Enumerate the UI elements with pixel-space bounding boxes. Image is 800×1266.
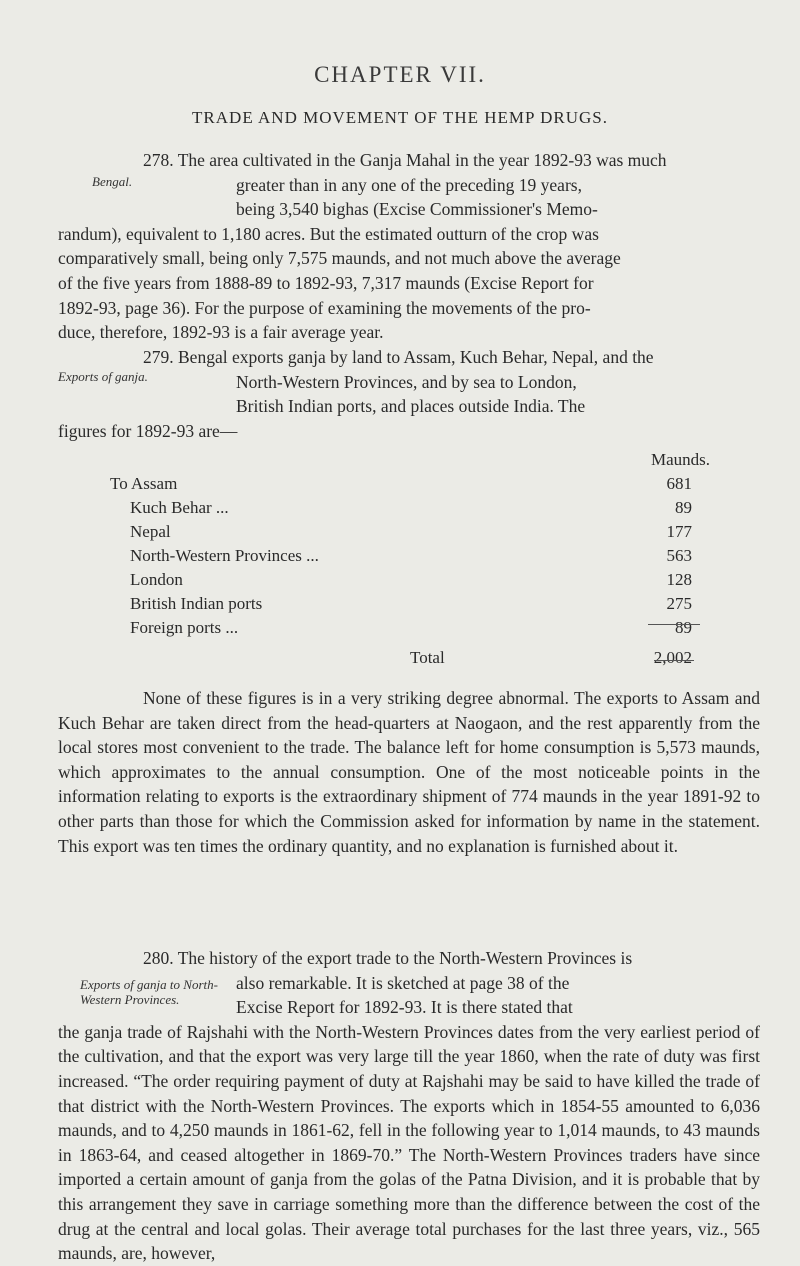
destination-cell: Foreign ports ... xyxy=(130,618,239,637)
maunds-cell: 89 xyxy=(675,618,692,637)
maunds-cell: 275 xyxy=(666,594,692,613)
paragraph-278 xyxy=(58,148,760,345)
unit-label: Maunds. xyxy=(650,450,710,469)
table-row xyxy=(110,546,710,570)
text-line: 1892-93, page 36). For the purpose of examining the movements of the pro- xyxy=(58,297,591,318)
text-line: North-Western Provinces, and by sea to London, xyxy=(236,371,577,392)
paragraph-number: 278. xyxy=(143,150,174,170)
margin-note-exports: Exports of ganja. xyxy=(58,369,148,384)
maunds-cell: 681 xyxy=(666,474,692,493)
table-header-row xyxy=(110,450,710,474)
paragraph-abnormal xyxy=(58,686,760,858)
paragraph-text: the ganja trade of Rajshahi with the North-Western Provinces dates from the very earliest period of the cultivation, and that the export was very large till the year 1860, when the rate of duty was first increased. “The order requiring payment of duty at Rajshahi may be said to have killed the trade of that district with the North-Western Provinces. The exports which in 1854-55 amounted to 6,036 maunds, and to 4,250 maunds in 1861-62, fell in the following year to 1,014 maunds, to 43 maunds in 1863-64, and ceased altogether in 1869-70.” The North-Western Provinces traders have since imported a certain amount of ganja from the golas of the Patna Division, and it is probable that by this arrangement they save in carriage something more than the difference between the cost of the drug at the central and local golas. Their average total purchases for the last three years, viz., 565 maunds, are, however, xyxy=(58,1021,760,1264)
text-line: duce, therefore, 1892-93 is a fair average year. xyxy=(58,322,384,343)
text-line: greater than in any one of the preceding 19 years, xyxy=(236,174,582,195)
text-line: comparatively small, being only 7,575 maunds, and not much above the average xyxy=(58,248,621,269)
maunds-cell: 563 xyxy=(666,546,692,565)
table-row xyxy=(110,618,710,642)
text-line: figures for 1892-93 are— xyxy=(58,420,238,441)
table-row xyxy=(110,498,710,522)
maunds-cell: 128 xyxy=(666,570,692,589)
margin-note-bengal: Bengal. xyxy=(92,174,133,189)
destination-cell: British Indian ports xyxy=(130,594,263,613)
margin-note-northwest: Exports of ganja to North-Western Provinces. xyxy=(80,977,218,1007)
text-line: Excise Report for 1892-93. It is there stated that xyxy=(236,997,573,1018)
destination-cell: Kuch Behar ... xyxy=(130,498,229,517)
text-line: Bengal exports ganja by land to Assam, Kuch Behar, Nepal, and the xyxy=(178,347,654,367)
chapter-heading: CHAPTER VII. xyxy=(314,62,486,87)
text-line: randum), equivalent to 1,180 acres. But the estimated outturn of the crop was xyxy=(58,223,599,244)
table-row xyxy=(110,522,710,546)
chapter-subtitle: TRADE AND MOVEMENT OF THE HEMP DRUGS. xyxy=(192,108,608,127)
total-value: 2,002 xyxy=(653,648,692,667)
destination-cell: Nepal xyxy=(130,522,171,541)
paragraph-280 xyxy=(58,946,760,1266)
paragraph-text: None of these figures is in a very striking degree abnormal. The exports to Assam and Kuch Behar are taken direct from the head-quarters at Naogaon, and the rest apparently from the local stores most convenient to the trade. The balance left for home consumption is 5,573 maunds, which approximates to the annual consumption. One of the most noticeable points in the information relating to exports is the extraordinary shipment of 774 maunds in the year 1891-92 to other parts than those for which the Commission asked for information by name in the statement. This export was ten times the ordinary quantity, and no explanation is furnished about it. xyxy=(58,688,760,856)
text-line: The history of the export trade to the North-Western Provinces is xyxy=(177,948,633,968)
text-line: of the five years from 1888-89 to 1892-93, 7,317 maunds (Excise Report for xyxy=(58,272,594,293)
table-row xyxy=(110,570,710,594)
maunds-cell: 89 xyxy=(675,498,692,517)
paragraph-number: 279. xyxy=(143,347,174,367)
exports-table xyxy=(110,450,710,672)
destination-cell: To Assam xyxy=(110,474,178,493)
total-label: Total xyxy=(410,648,445,667)
table-row xyxy=(110,594,710,618)
text-line: British Indian ports, and places outside India. The xyxy=(236,396,586,417)
paragraph-279 xyxy=(58,345,760,443)
destination-cell: North-Western Provinces ... xyxy=(130,546,319,565)
total-rule xyxy=(654,660,694,661)
destination-cell: London xyxy=(130,570,183,589)
table-total-row xyxy=(110,648,710,672)
maunds-cell: 177 xyxy=(666,522,692,541)
sum-rule xyxy=(648,624,700,625)
paragraph-number: 280. xyxy=(143,948,174,968)
text-line: The area cultivated in the Ganja Mahal in the year 1892-93 was much xyxy=(177,150,667,170)
text-line: being 3,540 bighas (Excise Commissioner's Memo- xyxy=(236,199,598,220)
text-line: also remarkable. It is sketched at page 38 of the xyxy=(236,972,570,993)
table-row xyxy=(110,474,710,498)
